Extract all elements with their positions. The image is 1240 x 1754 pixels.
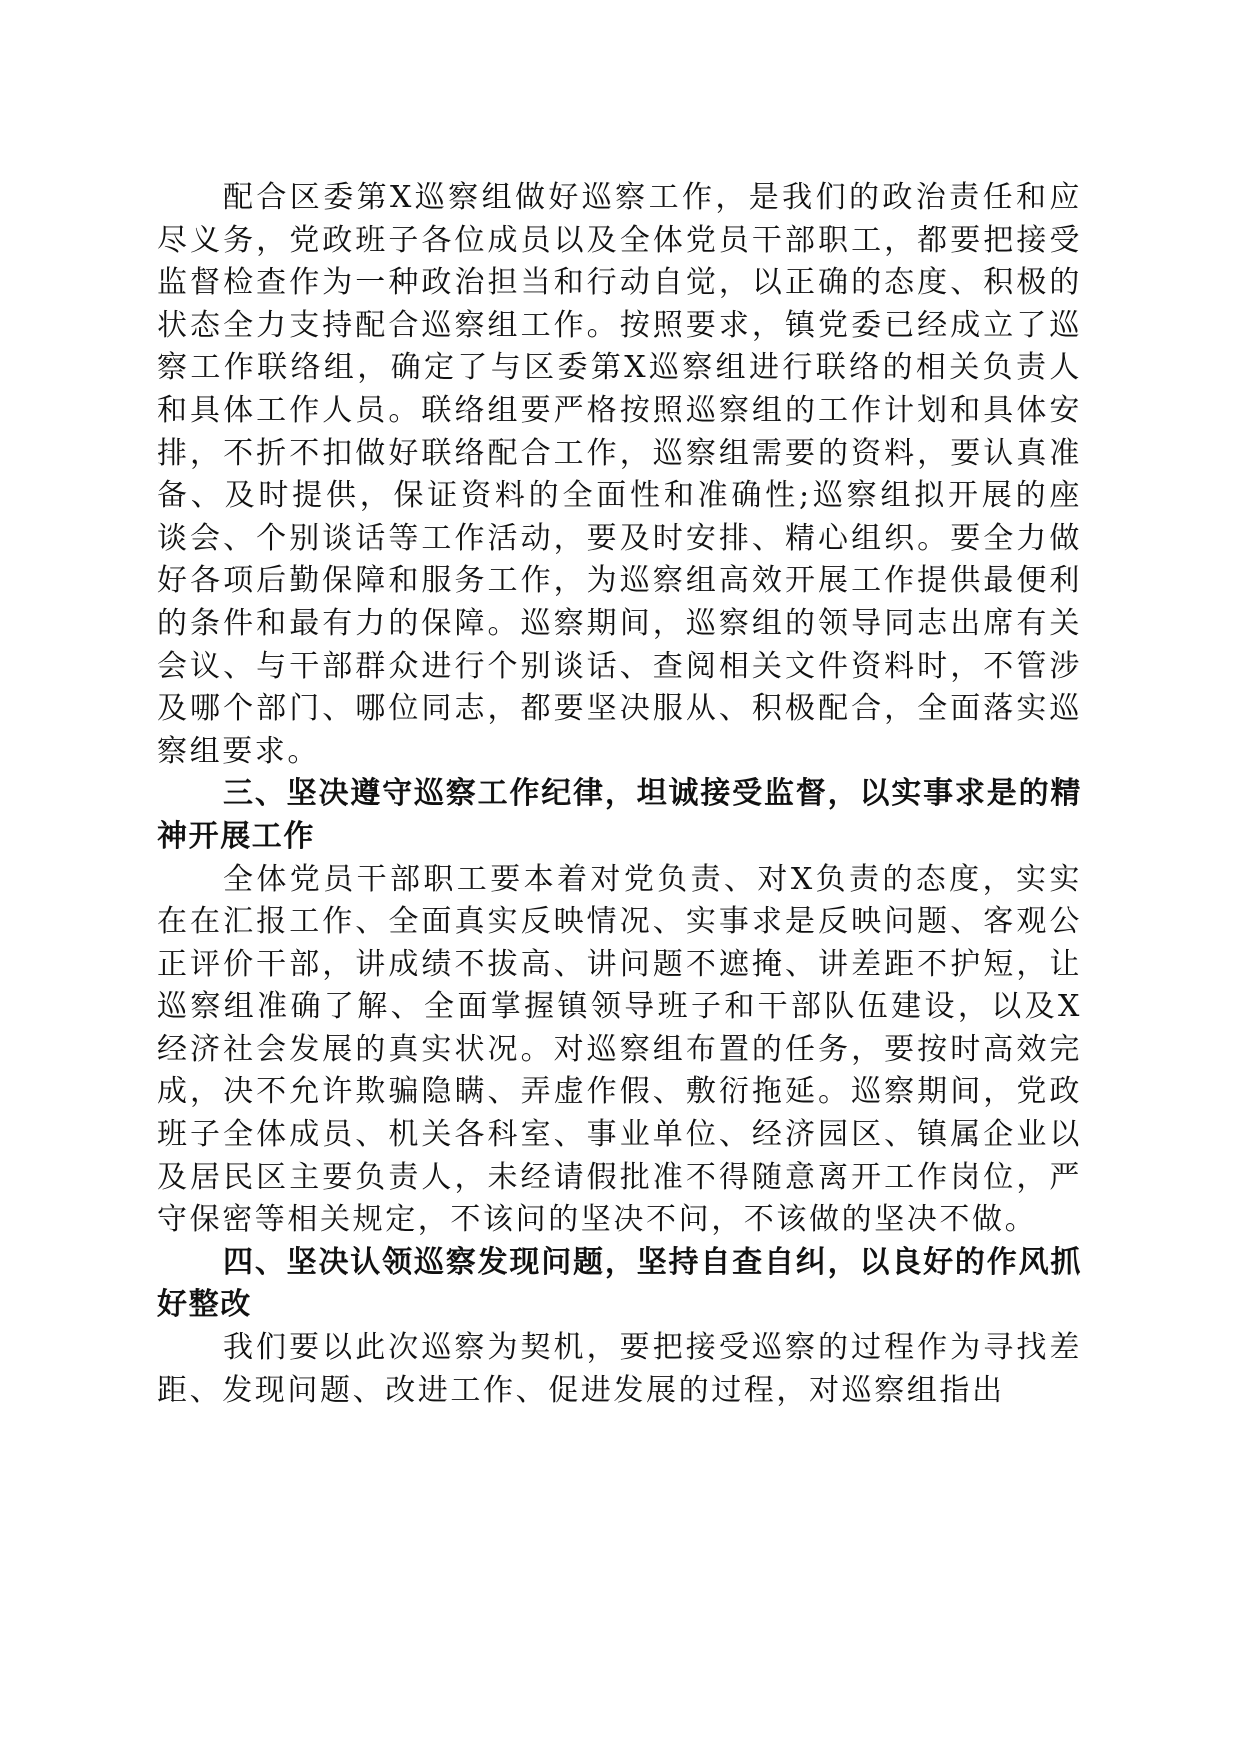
document-body	[157, 177, 1082, 1412]
paragraph-discipline: 全体党员干部职工要本着对党负责、对X负责的态度，实实在在汇报工作、全面真实反映情况、实事求是反映问题、客观公正评价干部，讲成绩不拔高、讲问题不遮掩、讲差距不护短，让巡察组准确了解、全面掌握镇领导班子和干部队伍建设，以及X经济社会发展的真实状况。对巡察组布置的任务，要按时高效完成，决不允许欺骗隐瞒、弄虚作假、敷衍拖延。巡察期间，党政班子全体成员、机关各科室、事业单位、经济园区、镇属企业以及居民区主要负责人，未经请假批准不得随意离开工作岗位，严守保密等相关规定，不该问的坚决不问，不该做的坚决不做。	[157, 861, 1082, 1238]
paragraph-cooperation: 配合区委第X巡察组做好巡察工作，是我们的政治责任和应尽义务，党政班子各位成员以及全体党员干部职工，都要把接受监督检查作为一种政治担当和行动自觉，以正确的态度、积极的状态全力支持配合巡察组工作。按照要求，镇党委已经成立了巡察工作联络组，确定了与区委第X巡察组进行联络的相关负责人和具体工作人员。联络组要严格按照巡察组的工作计划和具体安排，不折不扣做好联络配合工作，巡察组需要的资料，要认真准备、及时提供，保证资料的全面性和准确性;巡察组拟开展的座谈会、个别谈话等工作活动，要及时安排、精心组织。要全力做好各项后勤保障和服务工作，为巡察组高效开展工作提供最便利的条件和最有力的保障。巡察期间，巡察组的领导同志出席有关会议、与干部群众进行个别谈话、查阅相关文件资料时，不管涉及哪个部门、哪位同志，都要坚决服从、积极配合，全面落实巡察组要求。	[157, 180, 1082, 769]
paragraph-rectification: 我们要以此次巡察为契机，要把接受巡察的过程作为寻找差距、发现问题、改进工作、促进发展的过程，对巡察组指出	[157, 1330, 1082, 1408]
section-heading-three: 三、坚决遵守巡察工作纪律，坦诚接受监督，以实事求是的精神开展工作	[157, 776, 1082, 854]
section-heading-four: 四、坚决认领巡察发现问题，坚持自查自纠，以良好的作风抓好整改	[157, 1244, 1082, 1323]
